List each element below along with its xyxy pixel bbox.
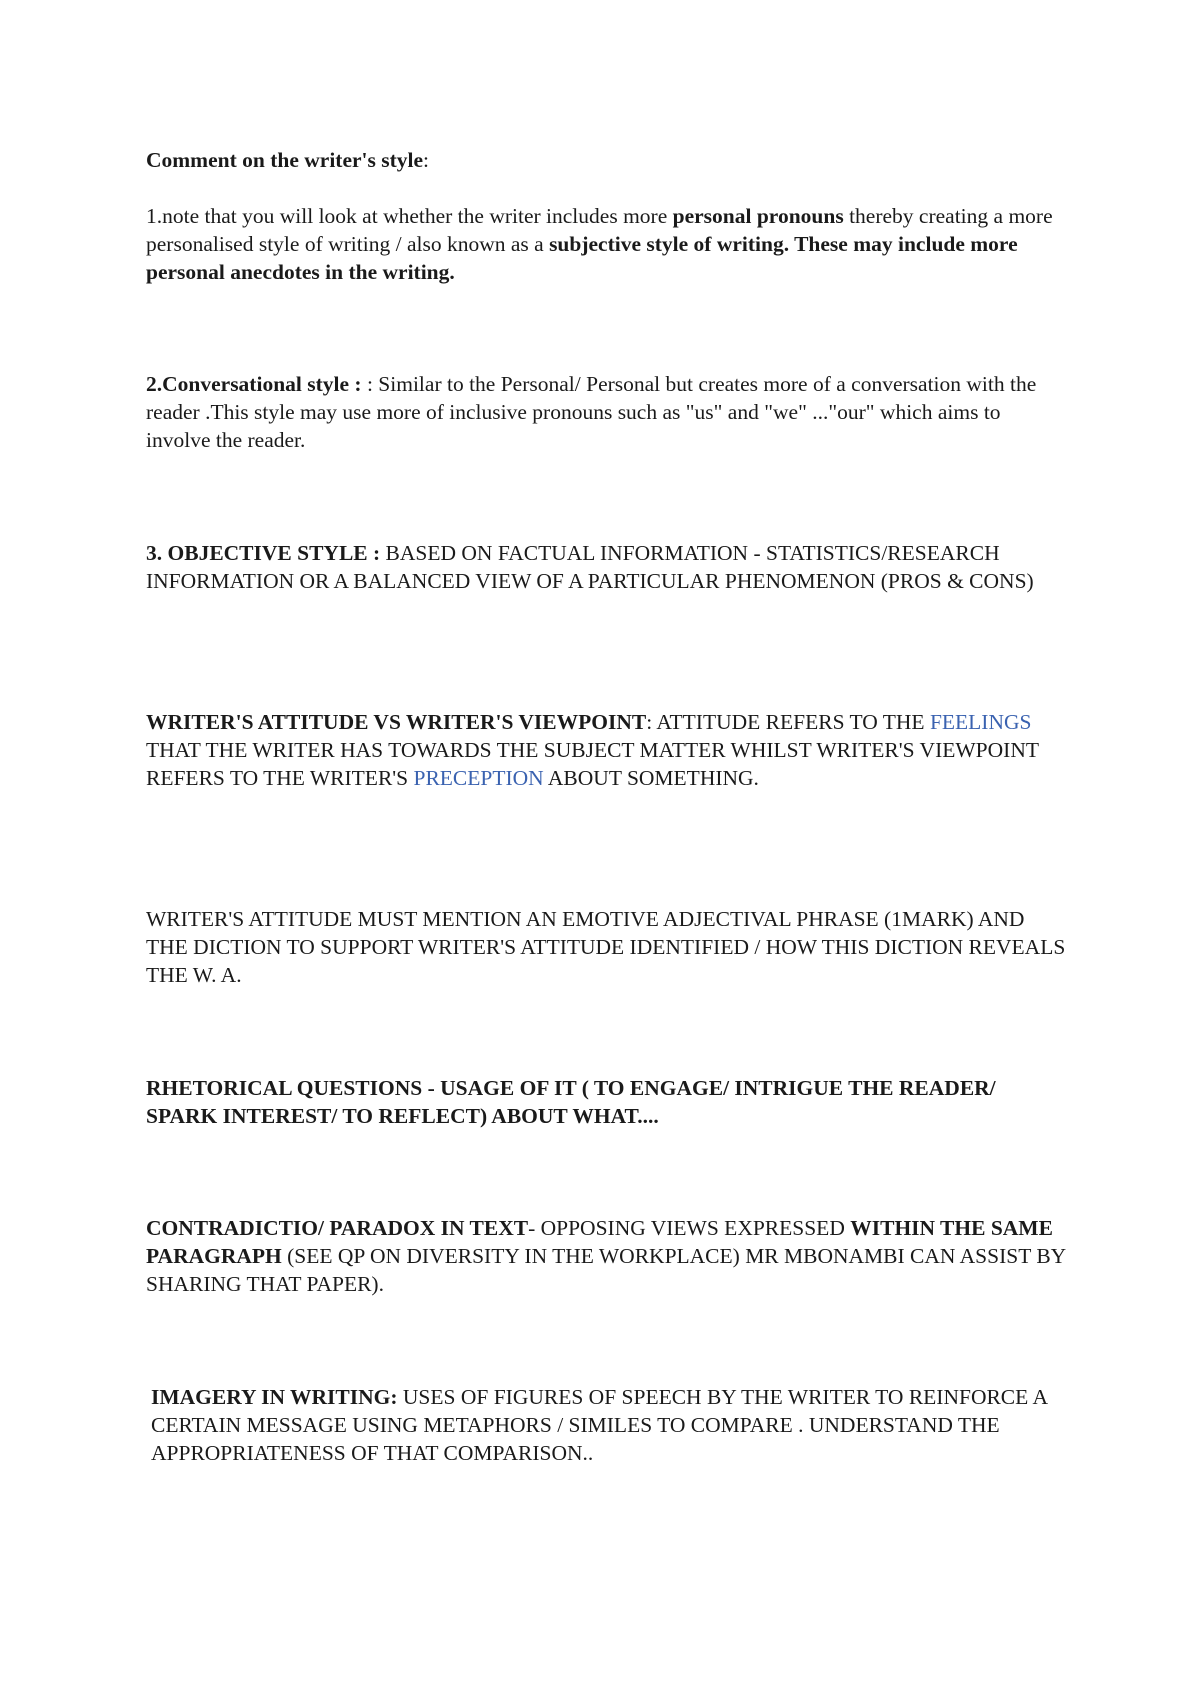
paragraph-conversational-style bbox=[146, 370, 1066, 454]
paragraph-attitude-vs-viewpoint bbox=[146, 708, 1066, 792]
bold-run: subjective style of writing. These may include more personal anecdotes in the writing. bbox=[146, 232, 1018, 284]
highlighted-word: FEELINGS bbox=[929, 710, 1032, 734]
text-run: 1.note that you will look at whether the writer includes more bbox=[146, 204, 673, 228]
bold-run: CONTRADICTIO/ PARADOX IN TEXT bbox=[146, 1216, 529, 1240]
text-run: USES OF FIGURES OF SPEECH BY THE WRITER TO REINFORCE A CERTAIN MESSAGE USING METAPHORS / SIMILES TO COMPARE . UNDERSTAND THE APPROPRIATENESS OF THAT COMPARISON.. bbox=[151, 1385, 1047, 1465]
bold-run: IMAGERY IN WRITING: bbox=[151, 1385, 398, 1409]
text-run: : ATTITUDE REFERS TO THE bbox=[646, 710, 930, 734]
highlighted-word: PRECEPTION bbox=[413, 766, 544, 790]
bold-run: WITHIN THE SAME PARAGRAPH bbox=[146, 1216, 1053, 1268]
paragraph-personal-style bbox=[146, 202, 1066, 286]
text-run: : Similar to the Personal/ Personal but creates more of a conversation with the reader .This style may use more of inclusive pronouns such as "us" and "we" ..."our" which aims to involve the reader. bbox=[146, 372, 1037, 452]
paragraph-objective-style bbox=[146, 539, 1066, 595]
heading-rest: : bbox=[423, 148, 430, 172]
bold-run: 2.Conversational style : bbox=[146, 372, 367, 396]
heading-bold: Comment on the writer's style bbox=[146, 148, 424, 172]
text-run: (SEE QP ON DIVERSITY IN THE WORKPLACE) MR MBONAMBI CAN ASSIST BY SHARING THAT PAPER). bbox=[146, 1244, 1066, 1296]
paragraph-attitude-requirements bbox=[146, 905, 1066, 989]
bold-run: RHETORICAL QUESTIONS - USAGE OF IT ( TO ENGAGE/ INTRIGUE THE READER/ SPARK INTEREST/ TO REFLECT) ABOUT WHAT.... bbox=[146, 1076, 996, 1128]
bold-run: WRITER'S ATTITUDE VS WRITER'S VIEWPOINT bbox=[146, 710, 647, 734]
bold-run: 3. OBJECTIVE STYLE : bbox=[146, 541, 386, 565]
paragraph-rhetorical-questions bbox=[146, 1074, 1066, 1130]
bold-run: personal pronouns bbox=[672, 204, 844, 228]
page-heading bbox=[146, 146, 1066, 174]
text-run: - OPPOSING VIEWS EXPRESSED bbox=[528, 1216, 851, 1240]
text-run: BASED ON FACTUAL INFORMATION - STATISTICS/RESEARCH INFORMATION OR A BALANCED VIEW OF A PARTICULAR PHENOMENON (PROS & CONS) bbox=[146, 541, 1034, 593]
paragraph-imagery bbox=[146, 1383, 1071, 1467]
text-run: ABOUT SOMETHING. bbox=[543, 766, 759, 790]
text-run: THAT THE WRITER HAS TOWARDS THE SUBJECT MATTER WHILST WRITER'S VIEWPOINT REFERS TO THE WRITER'S bbox=[146, 738, 1039, 790]
text-run: WRITER'S ATTITUDE MUST MENTION AN EMOTIVE ADJECTIVAL PHRASE (1MARK) AND THE DICTION TO SUPPORT WRITER'S ATTITUDE IDENTIFIED / HOW THIS DICTION REVEALS THE W. A. bbox=[146, 907, 1066, 987]
text-run: thereby creating a more personalised style of writing / also known as a bbox=[146, 204, 1053, 256]
paragraph-contradiction-paradox bbox=[146, 1214, 1066, 1298]
